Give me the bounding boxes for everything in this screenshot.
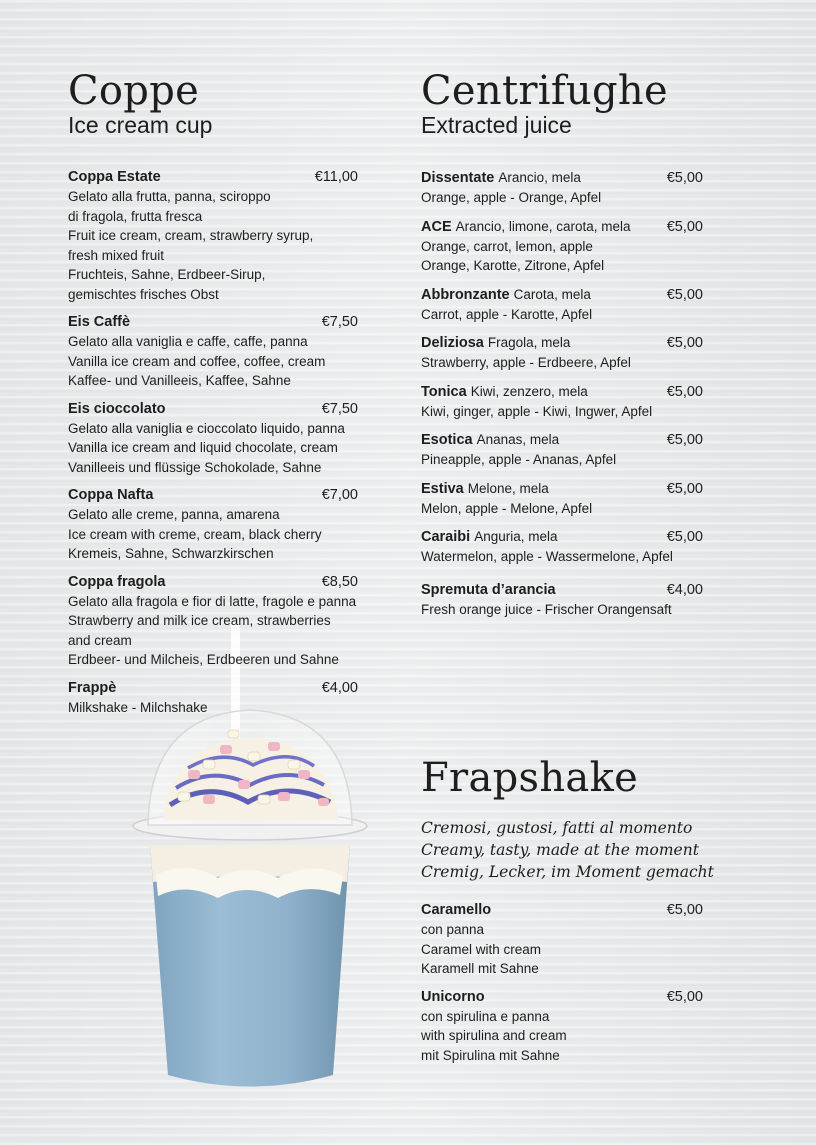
menu-item-header <box>421 382 703 402</box>
menu-item-name: Deliziosa <box>421 335 484 351</box>
menu-item-description: Kaffee- und Vanilleeis, Kaffee, Sahne <box>68 373 291 388</box>
frapshake-section <box>421 755 714 1074</box>
menu-item-ingredients: Carota, mela <box>513 286 591 302</box>
frapshake-tagline: Cremig, Lecker, im Moment gemacht <box>421 863 714 881</box>
menu-item-header <box>421 901 703 920</box>
menu-item <box>68 168 358 304</box>
menu-item-header <box>68 486 358 505</box>
centrifughe-title: Centrifughe <box>421 68 668 114</box>
menu-item-price: €5,00 <box>666 286 703 303</box>
menu-item-title <box>68 168 161 187</box>
menu-item-header <box>421 581 703 600</box>
menu-item-ingredients: Arancio, limone, carota, mela <box>455 218 631 234</box>
menu-item-description: Orange, apple - Orange, Apfel <box>421 190 602 205</box>
menu-item-price: €5,00 <box>666 218 703 235</box>
menu-item-description: mit Spirulina mit Sahne <box>421 1047 560 1063</box>
menu-item-title <box>421 527 558 547</box>
menu-item-description: Orange, carrot, lemon, apple <box>421 238 593 254</box>
menu-item <box>68 486 358 564</box>
menu-item-name: Spremuta d’arancia <box>421 581 556 598</box>
menu-item-description: with spirulina and cream <box>421 1028 567 1043</box>
menu-item-ingredients: Anguria, mela <box>474 529 558 544</box>
menu-item-price: €7,50 <box>321 314 358 330</box>
menu-item-price: €5,00 <box>666 170 703 186</box>
menu-item-title <box>68 313 130 332</box>
frapshake-title: Frapshake <box>421 755 639 801</box>
menu-item-title <box>421 479 549 499</box>
menu-item-name: Dissentate <box>421 170 495 186</box>
menu-item-title <box>421 285 591 305</box>
menu-item-header <box>421 988 703 1007</box>
menu-item-description: di fragola, frutta fresca <box>68 208 203 224</box>
menu-item-header <box>421 479 703 499</box>
menu-item-description: gemischtes frisches Obst <box>68 286 219 302</box>
menu-item-price: €5,00 <box>666 988 703 1005</box>
menu-item-header <box>421 168 703 188</box>
menu-item-description: Pineapple, apple - Ananas, Apfel <box>421 452 617 467</box>
menu-item-description: Watermelon, apple - Wassermelone, Apfel <box>421 549 673 564</box>
menu-item-name: Caraibi <box>421 529 471 545</box>
menu-item-description: Gelato alla vaniglia e caffe, caffe, panna <box>68 334 308 349</box>
menu-item-description: Fresh orange juice - Frischer Orangensaft <box>421 601 672 617</box>
menu-item-description: Caramel with cream <box>421 941 542 957</box>
menu-item-title <box>421 988 485 1007</box>
menu-item <box>68 573 358 670</box>
centrifughe-section <box>421 70 703 628</box>
menu-item-description: Fruchteis, Sahne, Erdbeer-Sirup, <box>68 267 266 282</box>
menu-item-description: Strawberry and milk ice cream, strawberries <box>68 613 331 628</box>
menu-item-price: €11,00 <box>314 169 358 185</box>
menu-item-title <box>421 217 630 237</box>
menu-item-title <box>68 573 165 592</box>
menu-item <box>421 581 703 620</box>
menu-item <box>68 679 358 718</box>
menu-item-title <box>421 382 588 402</box>
menu-item-description: Gelato alla frutta, panna, sciroppo <box>68 189 271 204</box>
menu-item-description: Vanilla ice cream and liquid chocolate, cream <box>68 440 338 455</box>
menu-item <box>68 313 358 391</box>
menu-item-header <box>68 400 358 419</box>
menu-item-name: Tonica <box>421 383 467 400</box>
menu-item-description: Karamell mit Sahne <box>421 961 539 976</box>
menu-item-price: €5,00 <box>666 432 703 448</box>
menu-item-title <box>421 901 491 920</box>
coppe-subtitle: Ice cream cup <box>68 112 213 138</box>
coppe-title: Coppe <box>68 68 200 114</box>
menu-item <box>421 285 703 325</box>
menu-item <box>421 901 703 979</box>
menu-item-header <box>68 573 358 592</box>
menu-item-price: €7,50 <box>321 400 358 417</box>
menu-item-name: ACE <box>421 218 452 235</box>
menu-item-description: Gelato alle creme, panna, amarena <box>68 507 280 522</box>
menu-item-description: Kiwi, ginger, apple - Kiwi, Ingwer, Apfel <box>421 403 653 419</box>
frapshake-list <box>421 901 703 1065</box>
menu-item-description: con spirulina e panna <box>421 1008 550 1024</box>
menu-item <box>421 217 703 276</box>
menu-item-description: Strawberry, apple - Erdbeere, Apfel <box>421 355 631 370</box>
menu-item-header <box>421 285 703 305</box>
menu-item-description: Orange, Karotte, Zitrone, Apfel <box>421 258 605 273</box>
menu-item-header <box>68 679 358 698</box>
menu-item-title <box>68 679 116 698</box>
menu-item-title <box>421 430 559 450</box>
menu-item-title <box>421 168 581 188</box>
menu-item-name: Caramello <box>421 902 492 918</box>
menu-item-ingredients: Fragola, mela <box>487 335 571 350</box>
frapshake-tagline: Creamy, tasty, made at the moment <box>421 841 699 859</box>
menu-item-price: €5,00 <box>666 335 703 351</box>
menu-item-name: Estiva <box>421 480 464 497</box>
menu-item-header <box>68 168 358 187</box>
menu-item-name: Coppa Estate <box>68 169 161 185</box>
menu-item-description: con panna <box>421 922 485 937</box>
menu-item <box>421 988 703 1066</box>
coppe-section <box>68 70 358 726</box>
menu-item <box>421 333 703 373</box>
menu-item-name: Eis cioccolato <box>68 400 166 417</box>
menu-item-description: Gelato alla vaniglia e cioccolato liquido, panna <box>68 420 345 436</box>
menu-item-ingredients: Kiwi, zenzero, mela <box>470 383 588 399</box>
menu-item-name: Frappè <box>68 679 117 696</box>
menu-item-name: Coppa fragola <box>68 573 166 590</box>
menu-item-price: €5,00 <box>666 480 703 497</box>
menu-item-description: Vanilleeis und flüssige Schokolade, Sahne <box>68 459 322 475</box>
menu-item-description: Erdbeer- und Milcheis, Erdbeeren und Sahne <box>68 652 339 667</box>
menu-item-price: €7,00 <box>321 487 358 503</box>
menu-item-name: Esotica <box>421 432 473 448</box>
frapshake-taglines <box>421 817 714 883</box>
menu-item <box>421 382 703 422</box>
menu-item-ingredients: Ananas, mela <box>476 432 560 447</box>
centrifughe-list <box>421 168 703 619</box>
menu-item-description: Fruit ice cream, cream, strawberry syrup, <box>68 228 314 243</box>
menu-item-price: €5,00 <box>666 902 703 918</box>
menu-item-price: €4,00 <box>321 679 358 696</box>
menu-item <box>421 430 703 470</box>
menu-item-name: Abbronzante <box>421 286 510 303</box>
menu-item-ingredients: Arancio, mela <box>498 170 581 185</box>
menu-item-description: Ice cream with creme, cream, black cherry <box>68 526 322 542</box>
menu-item-description: Vanilla ice cream and coffee, coffee, cream <box>68 353 326 369</box>
menu-item-price: €8,50 <box>321 573 358 590</box>
menu-item-description: Gelato alla fragola e fior di latte, fragole e panna <box>68 593 357 609</box>
frapshake-tagline: Cremosi, gustosi, fatti al momento <box>421 819 693 837</box>
menu-item-price: €4,00 <box>666 581 703 598</box>
menu-item-description: Milkshake - Milchshake <box>68 699 208 715</box>
menu-item-price: €5,00 <box>666 529 703 545</box>
menu-item-header <box>421 527 703 547</box>
menu-item-description: Kremeis, Sahne, Schwarzkirschen <box>68 546 274 561</box>
menu-item-header <box>421 217 703 237</box>
menu-item-title <box>421 333 570 353</box>
centrifughe-subtitle: Extracted juice <box>421 112 572 138</box>
menu-item-header <box>68 313 358 332</box>
menu-item-title <box>68 400 166 419</box>
menu-item-description: Melon, apple - Melone, Apfel <box>421 500 593 516</box>
menu-item-name: Unicorno <box>421 988 485 1005</box>
menu-item <box>421 168 703 208</box>
menu-item <box>421 479 703 519</box>
menu-item-description: and cream <box>68 632 132 648</box>
menu-item-description: fresh mixed fruit <box>68 247 165 263</box>
menu-item <box>421 527 703 567</box>
coppe-list <box>68 168 358 717</box>
menu-item-name: Coppa Nafta <box>68 487 154 503</box>
menu-item-title <box>421 581 556 600</box>
menu-item-ingredients: Melone, mela <box>467 480 549 496</box>
menu-item-header <box>421 430 703 450</box>
menu-item-name: Eis Caffè <box>68 314 131 330</box>
menu-item <box>68 400 358 478</box>
menu-item-price: €5,00 <box>666 383 703 400</box>
menu-item-description: Carrot, apple - Karotte, Apfel <box>421 306 593 322</box>
menu-item-header <box>421 333 703 353</box>
menu-item-title <box>68 486 153 505</box>
